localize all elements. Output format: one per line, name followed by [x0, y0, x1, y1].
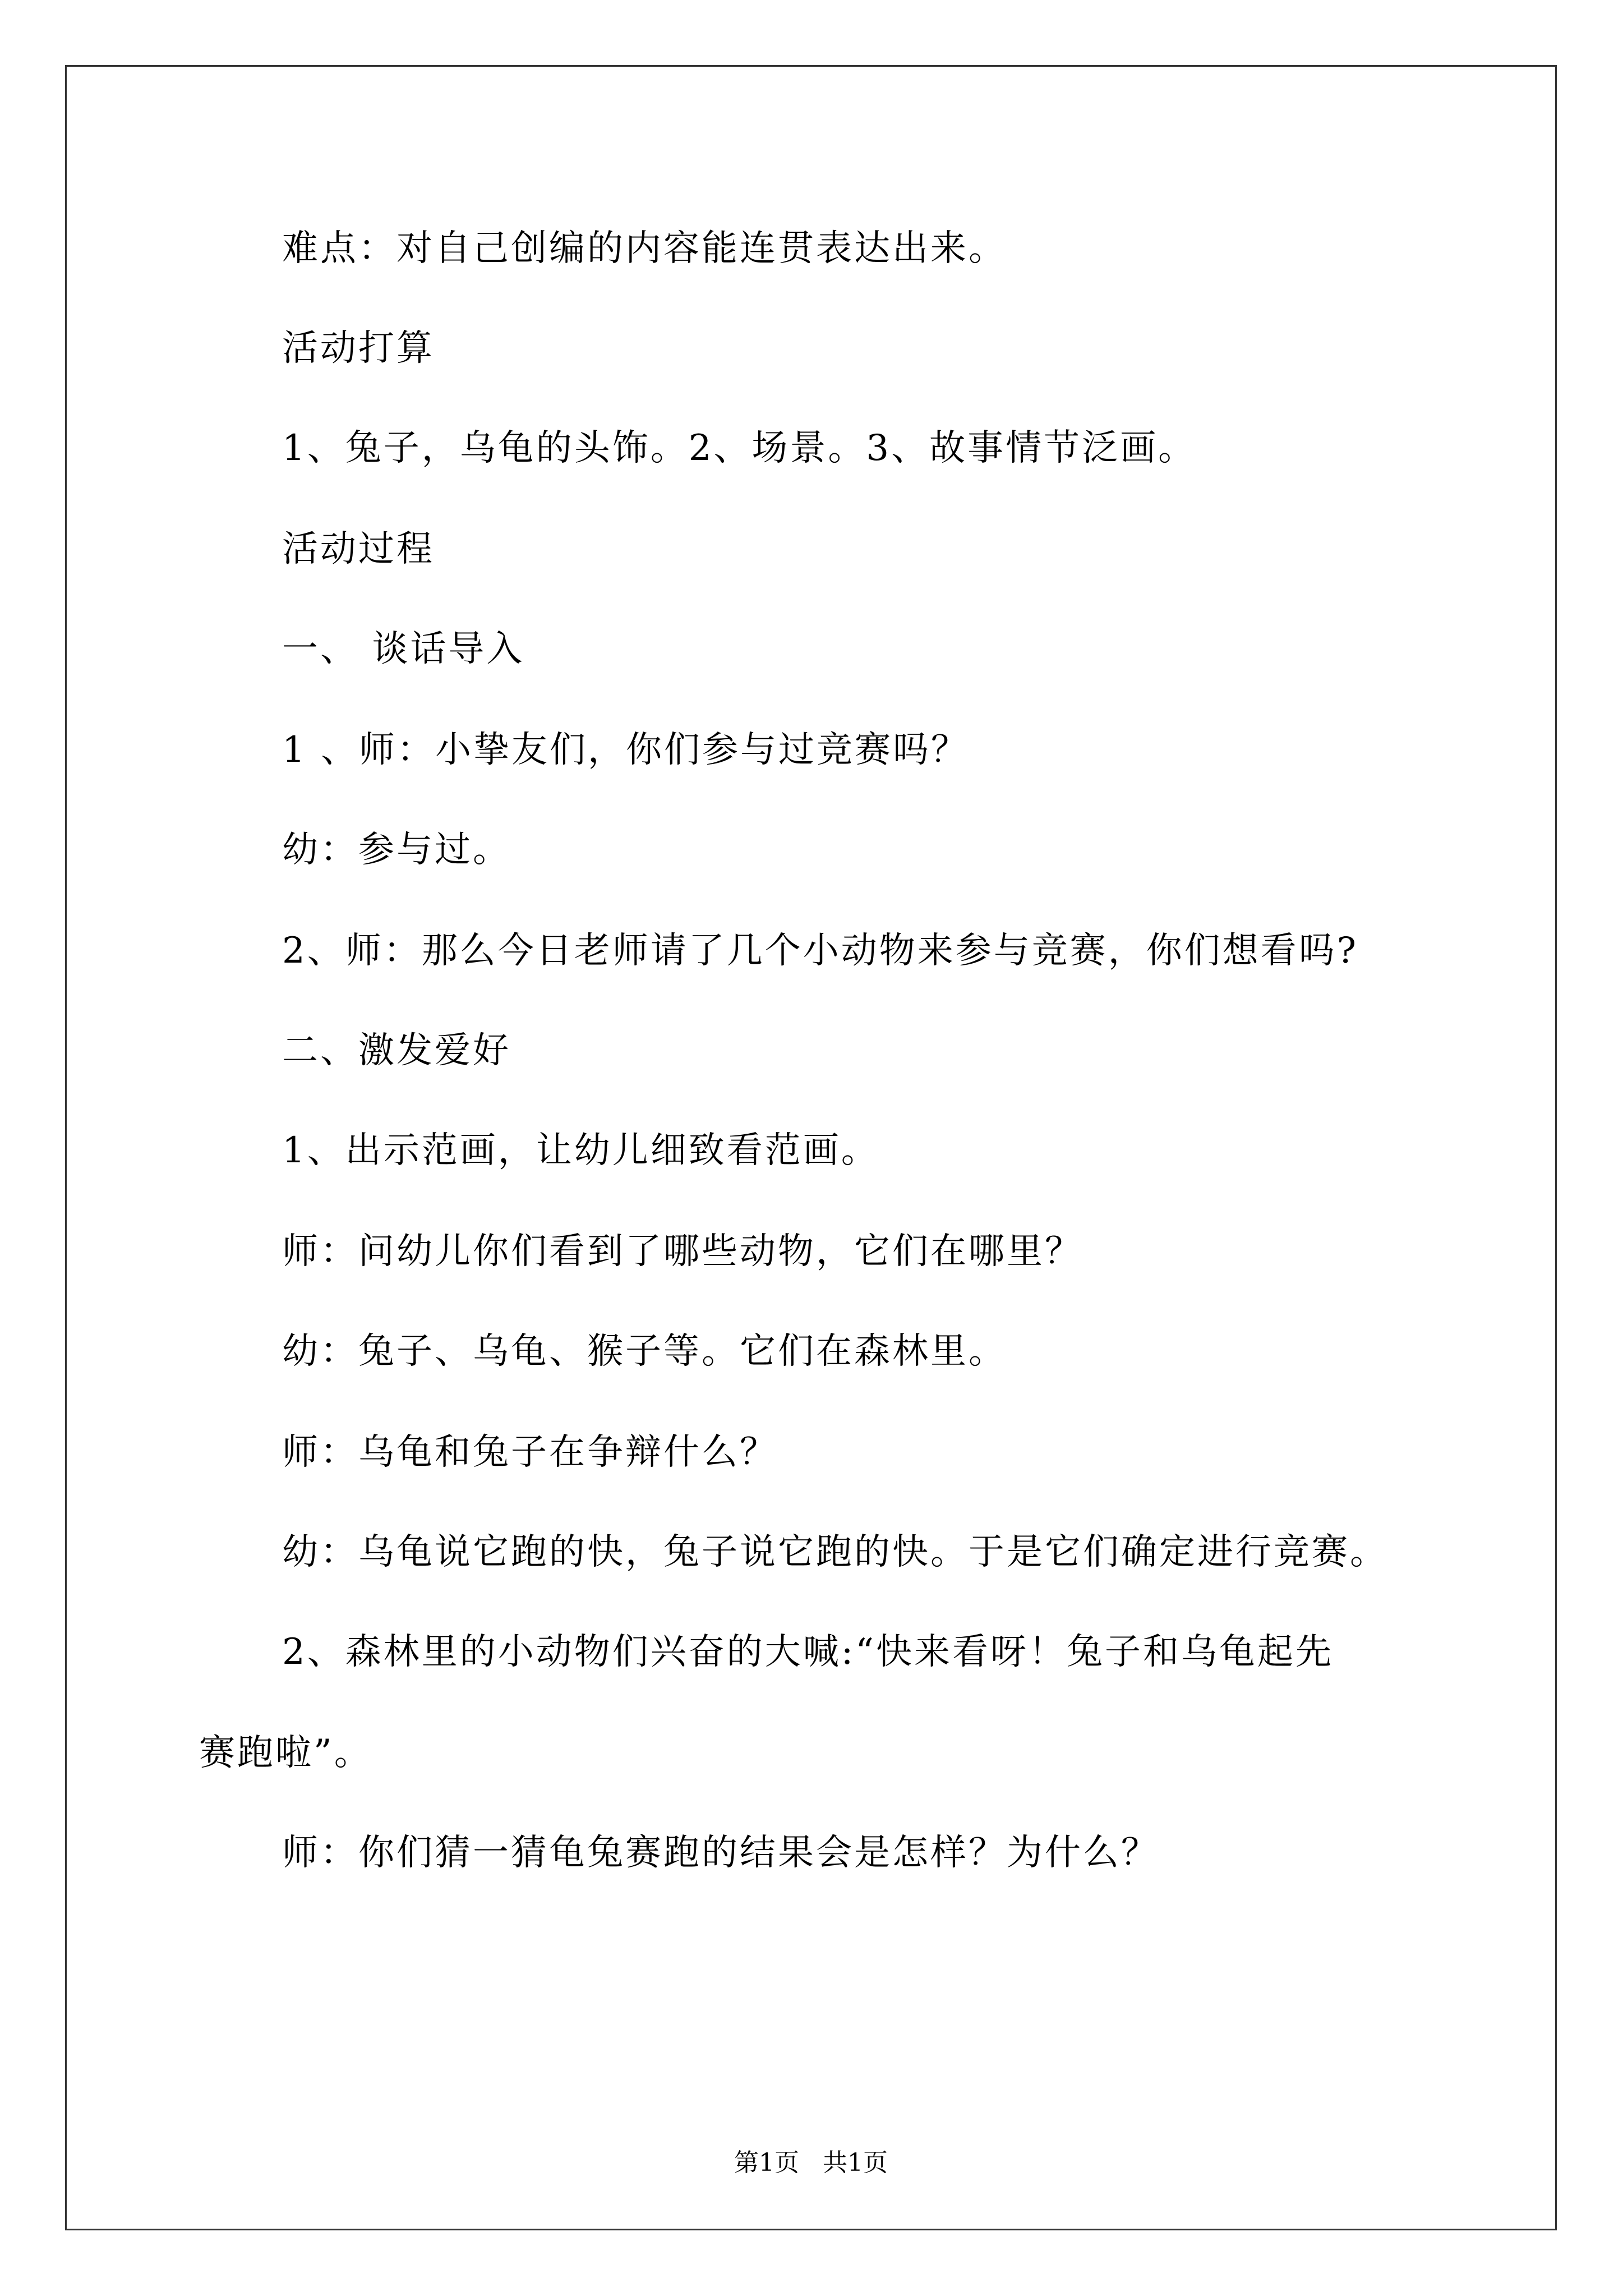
- page-frame: [65, 65, 1557, 2230]
- paragraph-child-answer-2: 幼：兔子、乌龟、猴子等。它们在森林里。: [282, 1331, 1007, 1372]
- heading-section-one: 一、 谈话导入: [282, 628, 525, 670]
- heading-section-two: 二、激发爱好: [282, 1030, 511, 1071]
- paragraph-teacher-question-4: 师：乌龟和兔子在争辩什么？: [282, 1432, 778, 1473]
- paragraph-child-answer-1: 幼：参与过。: [282, 829, 511, 871]
- heading-activity-process: 活动过程: [282, 528, 435, 570]
- paragraph-teacher-question-1: 1 、师：小挚友们，你们参与过竞赛吗？: [282, 729, 970, 771]
- page-number-footer: 第1页 共1页: [734, 2148, 888, 2177]
- paragraph-teacher-question-5: 师：你们猜一猜龟兔赛跑的结果会是怎样？为什么？: [282, 1832, 1159, 1874]
- paragraph-forest-shout-continued: 赛跑啦”。: [199, 1732, 372, 1774]
- paragraph-materials: 1、兔子，乌龟的头饰。2、场景。3、故事情节泛画。: [282, 427, 1197, 469]
- document-body: [67, 67, 1555, 2229]
- paragraph-forest-shout: 2、森林里的小动物们兴奋的大喊:“快来看呀！兔子和乌龟起先: [282, 1631, 1334, 1673]
- paragraph-show-drawing: 1、出示范画，让幼儿细致看范画。: [282, 1130, 879, 1171]
- paragraph-teacher-question-3: 师：问幼儿你们看到了哪些动物，它们在哪里？: [282, 1231, 1083, 1272]
- heading-activity-preparation: 活动打算: [282, 328, 435, 369]
- paragraph-teacher-question-2: 2、师：那么今日老师请了几个小动物来参与竞赛，你们想看吗?: [282, 930, 1359, 972]
- paragraph-child-answer-3: 幼：乌龟说它跑的快，兔子说它跑的快。于是它们确定进行竞赛。: [282, 1531, 1388, 1573]
- paragraph-difficulty: 难点：对自己创编的内容能连贯表达出来。: [282, 228, 1007, 269]
